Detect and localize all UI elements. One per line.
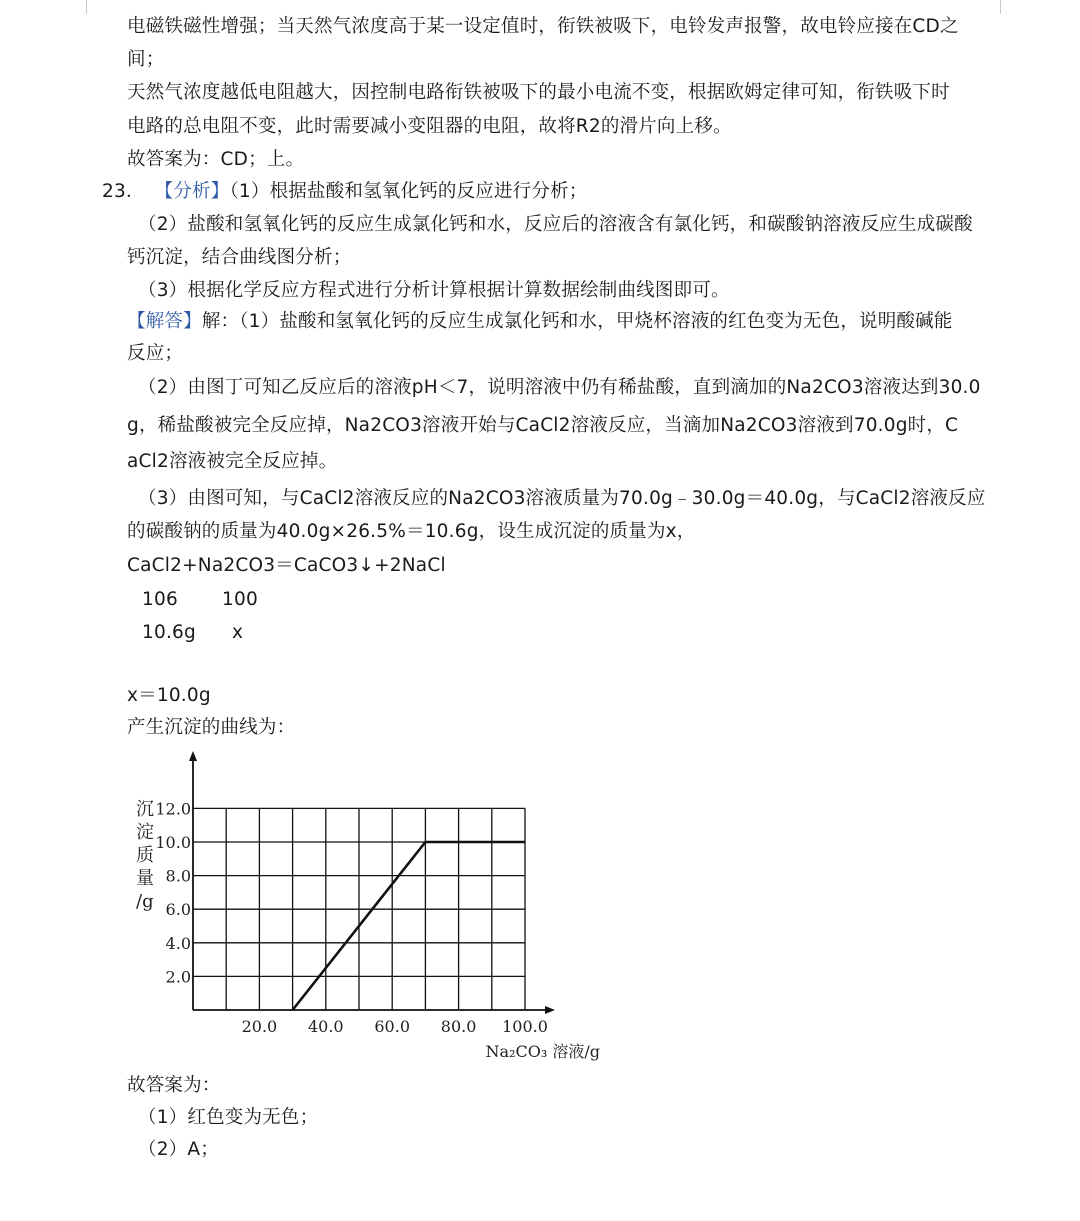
x-tick-label: 80.0 xyxy=(440,1017,477,1036)
y-tick-label: 6.0 xyxy=(165,900,191,920)
final-answer-label: 故答案为： xyxy=(127,1075,221,1096)
y-tick-label: 2.0 xyxy=(165,967,191,987)
solution-tag: 【解答】 xyxy=(127,311,202,332)
text-line: 电磁铁磁性增强；当天然气浓度高于某一设定值时，衔铁被吸下，电铃发声报警，故电铃应接在CD之 xyxy=(127,16,959,37)
y-label-char: 量 xyxy=(136,868,154,889)
text-line: （2）由图丁可知乙反应后的溶液pH＜7，说明溶液中仍有稀盐酸，直到滴加的Na2CO3溶液达到30.0 xyxy=(138,377,981,398)
text-line: 钙沉淀，结合曲线图分析； xyxy=(127,247,352,268)
text-line: g，稀盐酸被完全反应掉，Na2CO3溶液开始与CaCl2溶液反应，当滴加Na2CO3溶液到70.0g时，C xyxy=(127,415,959,436)
y-tick-label: 4.0 xyxy=(165,933,191,953)
series-line xyxy=(293,842,525,1010)
y-label-char: 淀 xyxy=(136,822,154,843)
equation-ratio-row xyxy=(142,587,258,613)
solution-line xyxy=(127,309,953,335)
y-label-char: 质 xyxy=(136,845,154,866)
text-line: 间； xyxy=(127,49,165,70)
page-corner-mark-left xyxy=(86,0,87,14)
result-line: x＝10.0g xyxy=(127,685,211,706)
y-axis-arrow xyxy=(189,751,197,761)
chart-y-label xyxy=(136,799,154,912)
analysis-tag: 【分析】 xyxy=(154,181,230,202)
chart-x-ticks xyxy=(242,1017,548,1036)
text-line: 天然气浓度越低电阻越大，因控制电路衔铁被吸下的最小电流不变，根据欧姆定律可知，衔铁吸下时 xyxy=(127,82,950,103)
mass-na2co3: 10.6g xyxy=(142,622,196,643)
x-tick-label: 20.0 xyxy=(241,1017,278,1036)
molar-mass-na2co3: 106 xyxy=(142,589,178,610)
text-line: 电路的总电阻不变，此时需要减小变阻器的电阻，故将R2的滑片向上移。 xyxy=(127,116,732,137)
text-line: （3）根据化学反应方程式进行分析计算根据计算数据绘制曲线图即可。 xyxy=(138,280,730,301)
chart-axes xyxy=(189,751,555,1014)
text-line: 反应； xyxy=(127,343,184,364)
text-line: （2）盐酸和氢氧化钙的反应生成氯化钙和水，反应后的溶液含有氯化钙，和碳酸钠溶液反应生成碳酸 xyxy=(138,214,973,235)
y-label-char: 沉 xyxy=(136,799,154,820)
text-line: （3）由图可知，与CaCl2溶液反应的Na2CO3溶液质量为70.0g﹣30.0g＝40.0g，与CaCl2溶液反应 xyxy=(138,488,986,509)
x-tick-label: 40.0 xyxy=(307,1017,344,1036)
question-number: 23． xyxy=(102,181,145,202)
text-line: 的碳酸钠的质量为40.0g×26.5%＝10.6g，设生成沉淀的质量为x， xyxy=(127,521,696,542)
chemical-equation: CaCl2+Na2CO3＝CaCO3↓+2NaCl xyxy=(127,555,446,576)
chart-series xyxy=(293,842,525,1010)
text-line: aCl2溶液被完全反应掉。 xyxy=(127,451,338,472)
precipitate-mass-chart xyxy=(120,745,610,1070)
chart-y-ticks xyxy=(155,799,191,986)
molar-mass-caco3: 100 xyxy=(222,589,258,610)
mass-unknown: x xyxy=(232,622,244,643)
analysis-text: （1）根据盐酸和氢氧化钙的反应进行分析； xyxy=(229,181,588,202)
chart-grid xyxy=(193,808,525,1010)
y-tick-label: 12.0 xyxy=(155,799,191,819)
y-label-char: /g xyxy=(136,891,154,912)
x-axis-label: Na₂CO₃ 溶液/g xyxy=(485,1042,600,1061)
solution-text: 解：（1）盐酸和氢氧化钙的反应生成氯化钙和水，甲烧杯溶液的红色变为无色，说明酸碱能 xyxy=(201,311,953,332)
x-tick-label: 60.0 xyxy=(374,1017,411,1036)
y-tick-label: 8.0 xyxy=(165,866,191,886)
text-line: 故答案为：CD；上。 xyxy=(127,149,305,170)
chart-x-label xyxy=(486,1042,600,1061)
curve-intro: 产生沉淀的曲线为： xyxy=(127,717,296,738)
final-answer-1: （1）红色变为无色； xyxy=(138,1107,319,1128)
page-corner-mark-right xyxy=(1000,0,1001,14)
question-23-analysis-line xyxy=(102,179,587,205)
x-axis-arrow xyxy=(545,1006,555,1014)
equation-ratio-row xyxy=(142,620,243,646)
x-tick-label: 100.0 xyxy=(502,1017,548,1036)
y-tick-label: 10.0 xyxy=(155,833,191,852)
final-answer-2: （2）A； xyxy=(138,1139,219,1160)
